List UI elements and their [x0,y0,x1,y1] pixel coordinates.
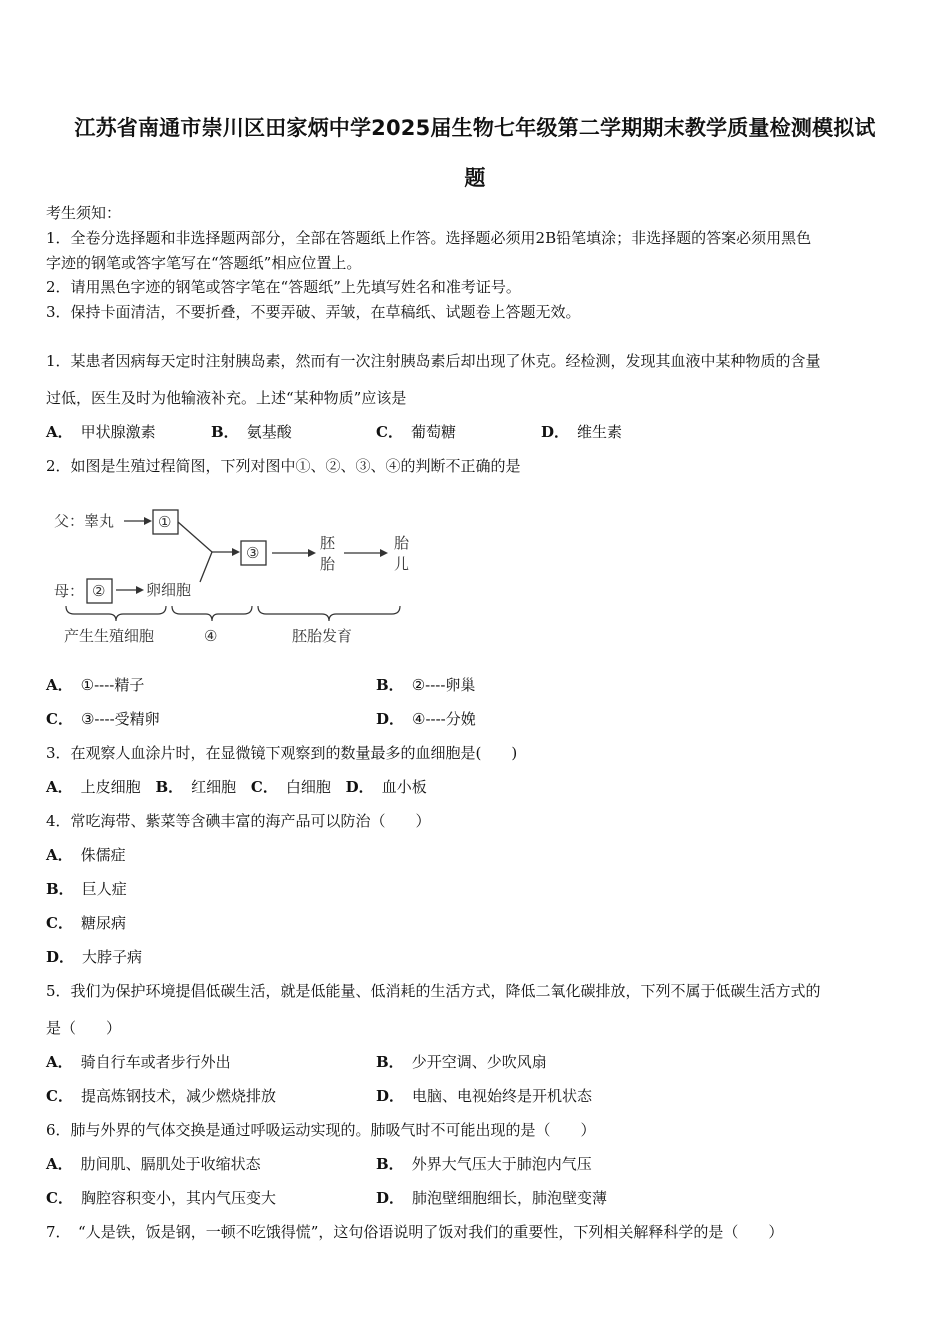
q6-option-b: B． 外界大气压大于肺泡内气压 [376,1155,592,1173]
q2-stem: 2．如图是生殖过程简图，下列对图中①、②、③、④的判断不正确的是 [46,457,521,475]
q4-option-a: A． 侏儒症 [46,846,126,864]
q2-option-d: D． ④----分娩 [376,710,476,728]
diagram-box-2-label: ② [92,582,106,600]
diagram-egg: 卵细胞 [146,581,192,599]
q5-option-c: C． 提高炼钢技术，减少燃烧排放 [46,1087,276,1105]
reproduction-diagram [54,506,414,648]
notice-item-1: 1．全卷分选择题和非选择题两部分，全部在答题纸上作答。选择题必须用2B铅笔填涂；非选择题的答案必须用黑色 [46,229,812,247]
diagram-embryo-2: 胎 [320,555,336,573]
q4-option-c: C． 糖尿病 [46,914,126,932]
q2-option-b: B． ②----卵巢 [376,676,476,694]
q6-option-d: D． 肺泡壁细胞细长，肺泡壁变薄 [376,1189,608,1207]
page-title: 江苏省南通市崇川区田家炳中学2025届生物七年级第二学期期末教学质量检测模拟试 [74,116,876,140]
q6-option-a: A． 肋间肌、膈肌处于收缩状态 [46,1155,261,1173]
diagram-box-3-label: ③ [246,544,260,562]
q5-option-a: A． 骑自行车或者步行外出 [46,1053,231,1071]
q6-option-c: C． 胸腔容积变小，其内气压变大 [46,1189,276,1207]
q5-option-b: B． 少开空调、少吹风扇 [376,1053,547,1071]
q1-stem-cont: 过低，医生及时为他输液补充。上述“某种物质”应该是 [46,389,407,407]
q5-stem: 5．我们为保护环境提倡低碳生活，就是低能量、低消耗的生活方式，降低二氧化碳排放，下列不属于低碳生活方式的 [46,982,821,1000]
notice-item-1-cont: 字迹的钢笔或答字笔写在“答题纸”相应位置上。 [46,254,362,272]
q1-option-c: C． 葡萄糖 [376,423,456,441]
diagram-fetus-2: 儿 [394,555,410,573]
diagram-label-right: 胚胎发育 [292,627,353,645]
q7-stem: 7． “人是铁，饭是钢，一顿不吃饿得慌”，这句俗语说明了饭对我们的重要性，下列相关解释科学的是（ ） [46,1223,784,1241]
q1-option-d: D． 维生素 [541,423,623,441]
notice-item-2: 2．请用黑色字迹的钢笔或答字笔在“答题纸”上先填写姓名和准考证号。 [46,278,521,296]
diagram-father: 父：睾丸 [54,512,115,530]
q3-options: A． 上皮细胞 B． 红细胞 C． 白细胞 D． 血小板 [46,778,427,796]
q2-option-c: C． ③----受精卵 [46,710,160,728]
notice-heading: 考生须知： [46,204,122,222]
q3-stem: 3．在观察人血涂片时，在显微镜下观察到的数量最多的血细胞是( ) [46,744,518,762]
q4-option-d: D． 大脖子病 [46,948,143,966]
q1-stem: 1．某患者因病每天定时注射胰岛素，然而有一次注射胰岛素后却出现了休克。经检测，发现其血液中某种物质的含量 [46,352,821,370]
q5-stem-cont: 是（ ） [46,1019,122,1037]
q1-option-a: A． 甲状腺激素 [46,423,156,441]
diagram-label-mid: ④ [204,627,218,645]
page-title-cont: 题 [464,166,486,190]
notice-item-3: 3．保持卡面清洁，不要折叠，不要弄破、弄皱，在草稿纸、试题卷上答题无效。 [46,303,581,321]
diagram-fetus-1: 胎 [394,534,410,552]
q1-option-b: B． 氨基酸 [211,423,292,441]
q6-stem: 6．肺与外界的气体交换是通过呼吸运动实现的。肺吸气时不可能出现的是（ ） [46,1121,596,1139]
q4-stem: 4．常吃海带、紫菜等含碘丰富的海产品可以防治（ ） [46,812,431,830]
q4-option-b: B． 巨人症 [46,880,127,898]
q2-option-a: A． ①----精子 [46,676,145,694]
q5-option-d: D． 电脑、电视始终是开机状态 [376,1087,593,1105]
diagram-embryo-1: 胚 [320,534,336,552]
diagram-box-1-label: ① [158,513,172,531]
diagram-label-left: 产生生殖细胞 [64,627,155,645]
diagram-mother: 母： [54,582,85,600]
